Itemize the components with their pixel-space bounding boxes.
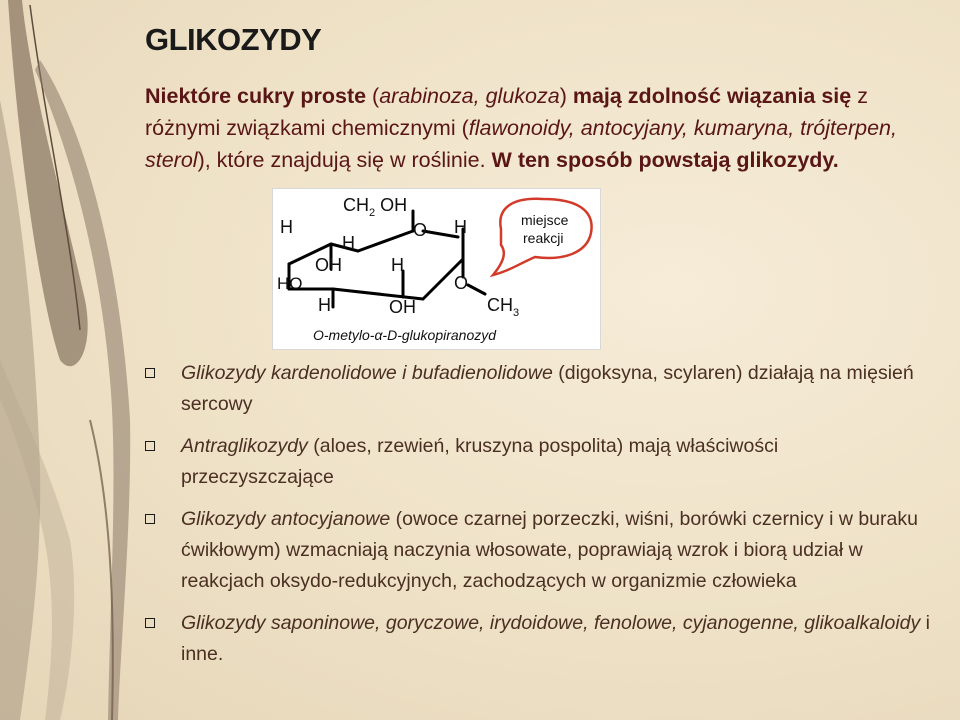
- intro-part: mają zdolność wiązania się: [572, 84, 852, 108]
- intro-paragraph: [145, 80, 925, 176]
- bullet-square-icon: [145, 441, 155, 451]
- ring-oxygen: O: [413, 220, 428, 240]
- bullet-text: (owoce czarnej porzeczki, wiśni, borówki czernicy i w buraku ćwikłowym) wzmacniają naczynia włosowate, poprawiają wzrok i biorą udział w reakcjach oksydo-redukcyjnych, zachodzących w organizmie człowieka: [181, 508, 918, 592]
- ch2oh-label: $CH_2$ OH: [343, 195, 408, 219]
- intro-part: W ten sposób powstają glikozydy.: [491, 148, 839, 172]
- bullet-square-icon: [145, 368, 155, 378]
- bullet-list: [145, 358, 935, 681]
- intro-part: ), które znajdują się w roślinie.: [197, 148, 492, 172]
- bullet-square-icon: [145, 618, 155, 628]
- hydrogen-label: H: [342, 233, 355, 253]
- bullet-square-icon: [145, 514, 155, 524]
- hydrogen-label: H: [391, 255, 404, 275]
- list-item: [145, 358, 935, 420]
- hydroxyl-label: OH: [389, 297, 416, 317]
- bullet-italic: Glikozydy antocyjanowe: [181, 508, 391, 530]
- hydroxyl-label: OH: [315, 255, 342, 275]
- hydroxyl-label: HO: [277, 274, 303, 293]
- list-item: [145, 431, 935, 493]
- bullet-text: (digoksyna, scylaren) działają na mięsień sercowy: [181, 362, 914, 415]
- hydrogen-label: H: [280, 217, 293, 237]
- bullet-italic: Antraglikozydy: [181, 435, 308, 457]
- intro-part: (: [366, 84, 380, 108]
- bullet-text: i inne.: [181, 612, 930, 665]
- glycosidic-oxygen: O: [454, 273, 469, 293]
- intro-part: ): [559, 84, 573, 108]
- hydrogen-label: H: [454, 217, 467, 237]
- bullet-italic: Glikozydy saponinowe, goryczowe, irydoidowe, fenolowe, cyjanogenne, glikoalkaloidy: [181, 612, 921, 634]
- bullet-text: (aloes, rzewień, kruszyna pospolita) mają właściwości przeczyszczające: [181, 435, 779, 488]
- intro-part: arabinoza, glukoza: [379, 84, 560, 108]
- list-item: [145, 608, 935, 670]
- hydrogen-label: H: [318, 295, 331, 315]
- bubble-text-line1: miejsce: [521, 212, 569, 228]
- molecule-caption: O-metylo-α-D-glukopiranozyd: [313, 327, 497, 343]
- intro-part: z różnymi związkami chemicznymi (: [145, 84, 868, 140]
- bubble-text-line2: reakcji: [523, 230, 564, 246]
- molecule-diagram: [272, 188, 601, 350]
- slide-title: GLIKOZYDY: [145, 22, 322, 57]
- intro-part: Niektóre cukry proste: [145, 84, 367, 108]
- list-item: [145, 504, 935, 597]
- glucopyranoside-structure: [273, 189, 600, 349]
- methyl-label: $CH_3$: [487, 295, 520, 319]
- bullet-italic: Glikozydy kardenolidowe i bufadienolidowe: [181, 362, 553, 384]
- intro-part: flawonoidy, antocyjany, kumaryna, trójterpen, sterol: [145, 116, 897, 172]
